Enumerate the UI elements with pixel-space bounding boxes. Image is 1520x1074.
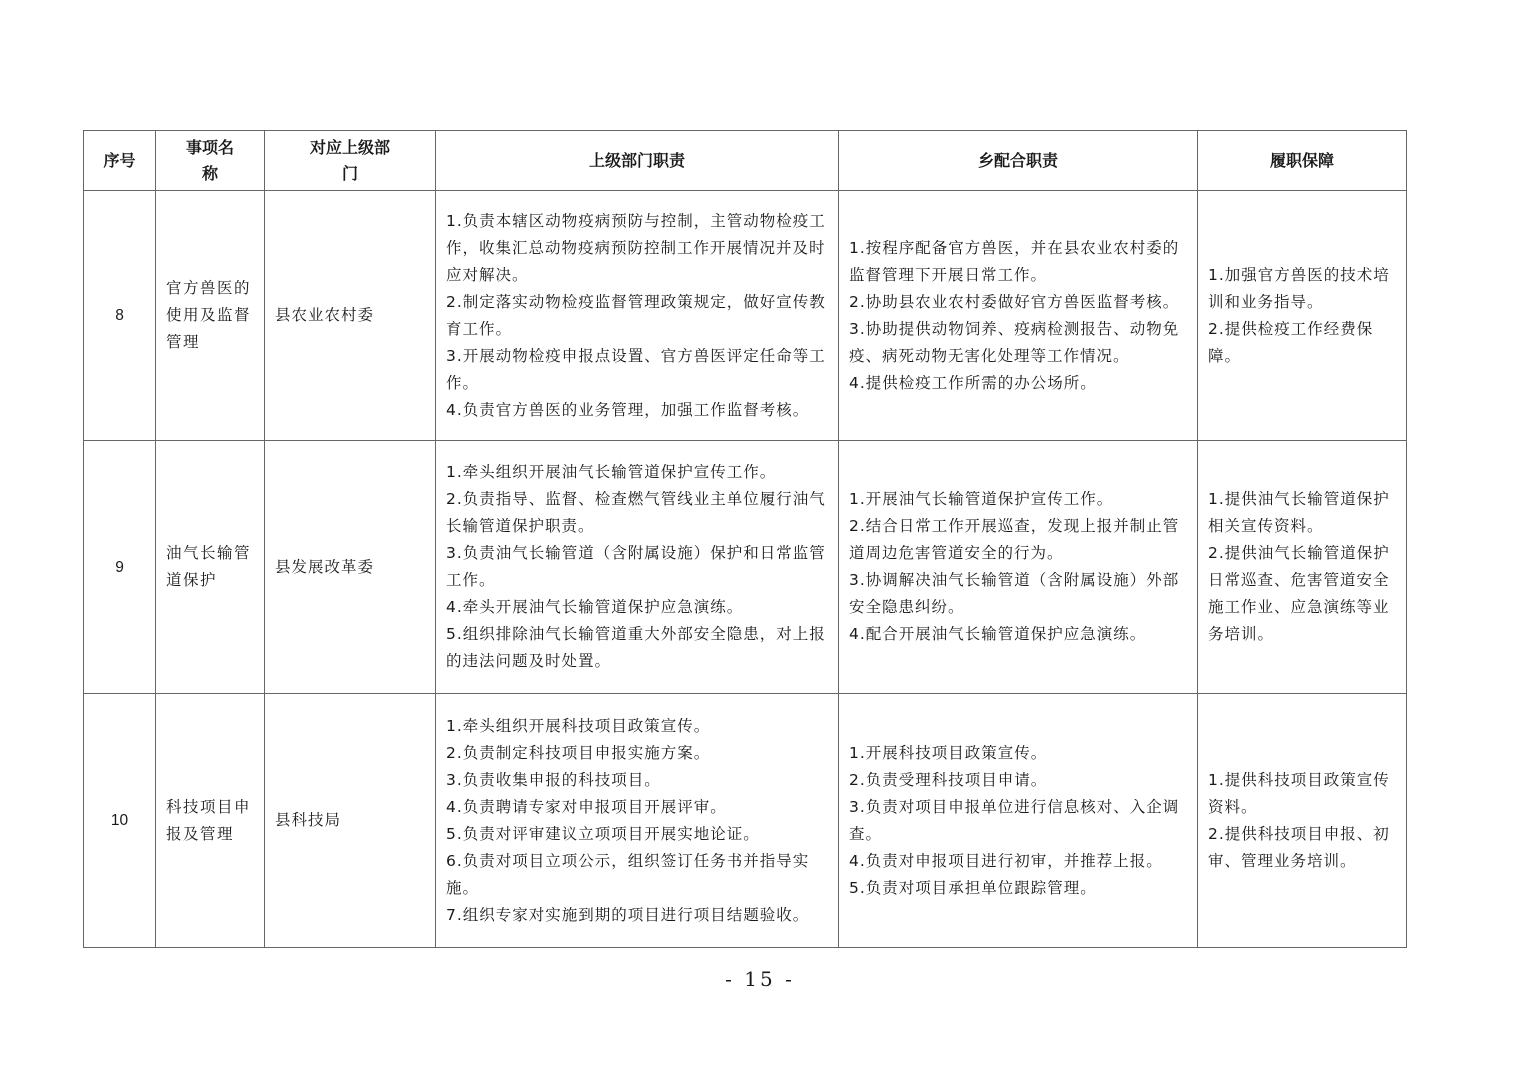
town-duty-item: 4.提供检疫工作所需的办公场所。 xyxy=(849,373,1097,392)
row-dept: 县科技局 xyxy=(265,694,436,948)
row-guarantees xyxy=(1198,441,1407,694)
row-item-name: 科技项目申报及管理 xyxy=(156,694,265,948)
header-upper-duty: 上级部门职责 xyxy=(436,131,839,191)
table-header-row xyxy=(84,131,1407,191)
row-upper-duties xyxy=(436,441,839,694)
header-dept-text: 对应上级部门 xyxy=(310,137,391,183)
row-town-duties xyxy=(839,441,1198,694)
table-row xyxy=(84,191,1407,441)
header-town-duty: 乡配合职责 xyxy=(839,131,1198,191)
row-guarantees xyxy=(1198,694,1407,948)
page-number: - 15 - xyxy=(725,967,795,991)
upper-duty-item: 2.负责指导、监督、检查燃气管线业主单位履行油气长输管道保护职责。 xyxy=(446,490,826,535)
town-duty-item: 1.开展科技项目政策宣传。 xyxy=(849,743,1048,762)
header-item-name-text: 事项名称 xyxy=(186,137,235,183)
upper-duty-item: 4.牵头开展油气长输管道保护应急演练。 xyxy=(446,598,744,616)
row-seq: 8 xyxy=(84,191,156,441)
header-item-name xyxy=(156,131,265,191)
town-duty-item: 3.负责对项目申报单位进行信息核对、入企调查。 xyxy=(849,797,1180,843)
row-item-name: 官方兽医的使用及监督管理 xyxy=(156,191,265,441)
duty-table xyxy=(83,130,1407,948)
town-duty-item: 5.负责对项目承担单位跟踪管理。 xyxy=(849,878,1097,897)
guarantee-item: 2.提供科技项目申报、初审、管理业务培训。 xyxy=(1208,824,1390,870)
town-duty-item: 3.协调解决油气长输管道（含附属设施）外部安全隐患纠纷。 xyxy=(849,571,1180,616)
upper-duty-item: 1.负责本辖区动物疫病预防与控制，主管动物检疫工作，收集汇总动物疫病预防控制工作开展情况并及时应对解决。 xyxy=(446,211,826,284)
header-seq: 序号 xyxy=(84,131,156,191)
guarantee-item: 1.加强官方兽医的技术培训和业务指导。 xyxy=(1208,265,1390,311)
guarantee-item: 1.提供油气长输管道保护相关宣传资料。 xyxy=(1208,490,1390,535)
upper-duty-item: 5.负责对评审建议立项项目开展实地论证。 xyxy=(446,824,760,843)
row-town-duties xyxy=(839,694,1198,948)
row-upper-duties xyxy=(436,694,839,948)
row-dept: 县农业农村委 xyxy=(265,191,436,441)
upper-duty-item: 2.制定落实动物检疫监督管理政策规定，做好宣传教育工作。 xyxy=(446,292,826,338)
row-upper-duties xyxy=(436,191,839,441)
upper-duty-item: 1.牵头组织开展油气长输管道保护宣传工作。 xyxy=(446,463,777,481)
upper-duty-item: 4.负责聘请专家对申报项目开展评审。 xyxy=(446,797,727,816)
upper-duty-item: 1.牵头组织开展科技项目政策宣传。 xyxy=(446,716,711,735)
row-guarantees xyxy=(1198,191,1407,441)
table-row xyxy=(84,694,1407,948)
town-duty-item: 2.结合日常工作开展巡查，发现上报并制止管道周边危害管道安全的行为。 xyxy=(849,517,1180,562)
upper-duty-item: 5.组织排除油气长输管道重大外部安全隐患，对上报的违法问题及时处置。 xyxy=(446,625,826,670)
town-duty-item: 4.配合开展油气长输管道保护应急演练。 xyxy=(849,625,1147,643)
guarantee-item: 1.提供科技项目政策宣传资料。 xyxy=(1208,770,1390,816)
upper-duty-item: 3.开展动物检疫申报点设置、官方兽医评定任命等工作。 xyxy=(446,346,826,392)
header-dept xyxy=(265,131,436,191)
guarantee-item: 2.提供检疫工作经费保障。 xyxy=(1208,319,1374,365)
row-item-name: 油气长输管道保护 xyxy=(156,441,265,694)
town-duty-item: 2.协助县农业农村委做好官方兽医监督考核。 xyxy=(849,292,1180,311)
town-duty-item: 2.负责受理科技项目申请。 xyxy=(849,770,1048,789)
upper-duty-item: 3.负责收集申报的科技项目。 xyxy=(446,770,661,789)
upper-duty-item: 6.负责对项目立项公示，组织签订任务书并指导实施。 xyxy=(446,851,810,897)
upper-duty-item: 2.负责制定科技项目申报实施方案。 xyxy=(446,743,711,762)
town-duty-item: 1.开展油气长输管道保护宣传工作。 xyxy=(849,490,1114,508)
upper-duty-item: 3.负责油气长输管道（含附属设施）保护和日常监管工作。 xyxy=(446,544,826,589)
town-duty-item: 3.协助提供动物饲养、疫病检测报告、动物免疫、病死动物无害化处理等工作情况。 xyxy=(849,319,1180,365)
row-seq: 9 xyxy=(84,441,156,694)
guarantee-item: 2.提供油气长输管道保护日常巡查、危害管道安全施工作业、应急演练等业务培训。 xyxy=(1208,544,1390,643)
row-seq: 10 xyxy=(84,694,156,948)
town-duty-item: 4.负责对申报项目进行初审，并推荐上报。 xyxy=(849,851,1163,870)
header-guarantee: 履职保障 xyxy=(1198,131,1407,191)
row-dept: 县发展改革委 xyxy=(265,441,436,694)
upper-duty-item: 4.负责官方兽医的业务管理，加强工作监督考核。 xyxy=(446,400,810,419)
table-row xyxy=(84,441,1407,694)
row-town-duties xyxy=(839,191,1198,441)
upper-duty-item: 7.组织专家对实施到期的项目进行项目结题验收。 xyxy=(446,905,810,924)
town-duty-item: 1.按程序配备官方兽医，并在县农业农村委的监督管理下开展日常工作。 xyxy=(849,238,1180,284)
